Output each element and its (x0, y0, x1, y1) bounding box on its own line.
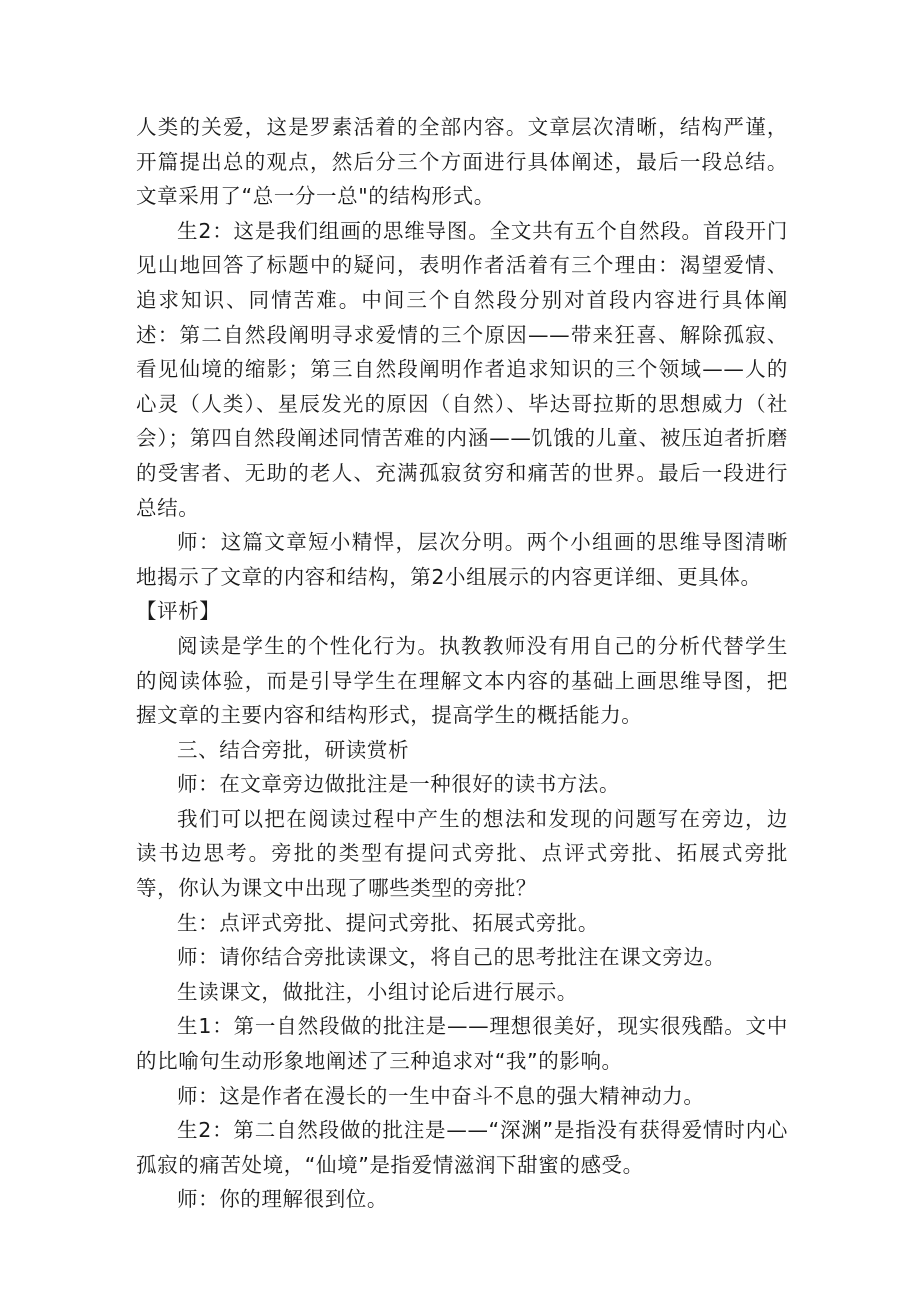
paragraph-annotation-types: 我们可以把在阅读过程中产生的想法和发现的问题写在旁边，边读书边思考。旁批的类型有提问式旁批、点评式旁批、拓展式旁批等，你认为课文中出现了哪些类型的旁批？ (136, 806, 788, 901)
paragraph-continuation: 人类的关爱，这是罗素活着的全部内容。文章层次清晰，结构严谨，开篇提出总的观点，然后分三个方面进行具体阐述，最后一段总结。文章采用了“总一分一总"的结构形式。 (136, 115, 788, 209)
paragraph-teacher-comment: 师：这篇文章短小精悍，层次分明。两个小组画的思维导图清晰地揭示了文章的内容和结构，第2小组展示的内容更详细、更具体。 (136, 530, 788, 589)
paragraph-teacher-method: 师：在文章旁边做批注是一种很好的读书方法。 (177, 772, 621, 797)
paragraph-student1-annotation: 生1：第一自然段做的批注是——理想很美好，现实很残酷。文中的比喻句生动形象地阐述了三种追求对“我”的影响。 (136, 1014, 788, 1074)
section-heading-annotation: 三、结合旁批，研读赏析 (177, 737, 410, 762)
paragraph-student2-mindmap: 生2：这是我们组画的思维导图。全文共有五个自然段。首段开门见山地回答了标题中的疑问，表明作者活着有三个理由：渴望爱情、追求知识、同情苦难。中间三个自然段分别对首段内容进行具体阐述：第二自然段阐明寻求爱情的三个原因——带来狂喜、解除孤寂、看见仙境的缩影；第三自然段阐明作者追求知识的三个领域——人的心灵（人类）、星辰发光的原因（自然）、毕达哥拉斯的思想威力（社会）；第四自然段阐述同情苦难的内涵——饥饿的儿童、被压迫者折磨的受害者、无助的老人、充满孤寂贫穷和痛苦的世界。最后一段进行总结。 (136, 218, 788, 520)
paragraph-teacher-response: 师：这是作者在漫长的一生中奋斗不息的强大精神动力。 (177, 1083, 705, 1108)
section-heading-analysis: 【评析】 (136, 599, 221, 624)
paragraph-analysis: 阅读是学生的个性化行为。执教教师没有用自己的分析代替学生的阅读体验，而是引导学生在理解文本内容的基础上画思维导图，把握文章的主要内容和结构形式，提高学生的概括能力。 (136, 633, 788, 728)
paragraph-student-answer: 生：点评式旁批、提问式旁批、拓展式旁批。 (177, 910, 599, 935)
paragraph-teacher-praise: 师：你的理解很到位。 (177, 1187, 388, 1212)
paragraph-student2-annotation: 生2：第二自然段做的批注是——“深渊”是指没有获得爱情时内心孤寂的痛苦处境，“仙境”是指爱情滋润下甜蜜的感受。 (136, 1118, 788, 1177)
document-body (136, 110, 788, 1217)
paragraph-teacher-instruction: 师：请你结合旁批读课文，将自己的思考批注在课文旁边。 (177, 945, 726, 970)
paragraph-student-activity: 生读课文，做批注，小组讨论后进行展示。 (177, 979, 578, 1004)
